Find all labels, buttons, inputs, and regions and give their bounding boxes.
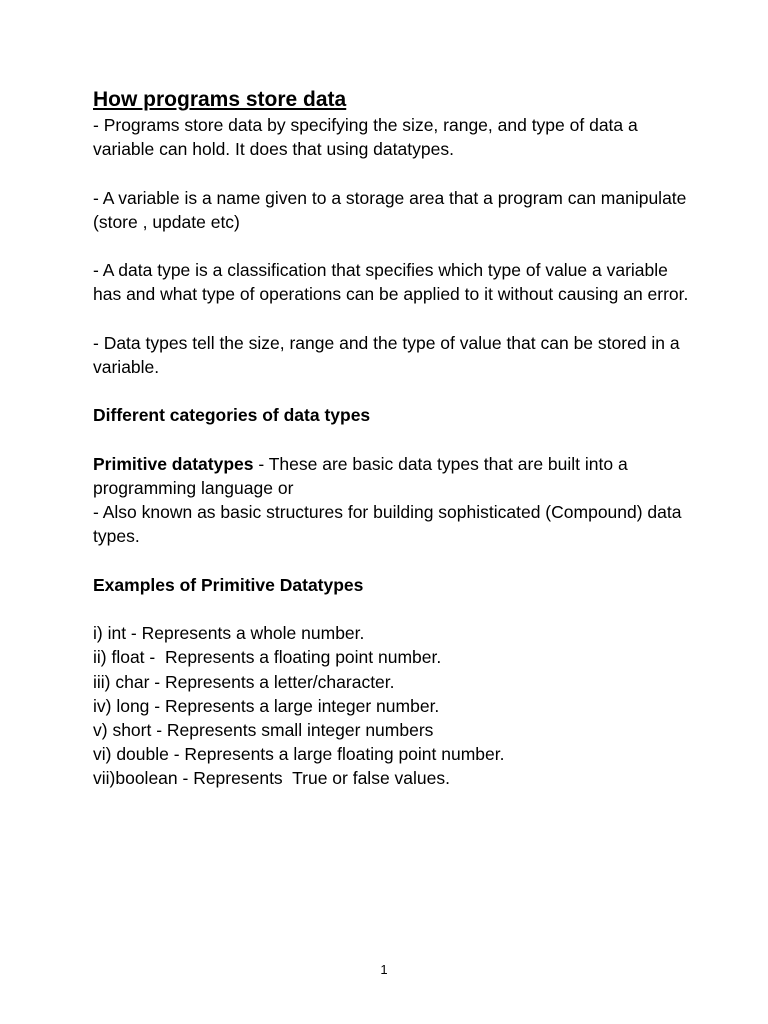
list-item-int: i) int - Represents a whole number.	[93, 623, 365, 644]
paragraph-primitive-note: - Also known as basic structures for building sophisticated (Compound) data types.	[93, 502, 682, 547]
examples-list	[93, 621, 693, 790]
paragraph-data-storage: - Programs store data by specifying the size, range, and type of data a variable can hold. It does that using datatypes.	[93, 115, 638, 160]
document-body	[93, 86, 693, 791]
page-number: 1	[380, 962, 388, 977]
paragraph-variable-definition: - A variable is a name given to a storage area that a program can manipulate (store , update etc)	[93, 187, 687, 232]
primitive-definition-text: - These are basic data types that are built into a programming language or	[93, 453, 628, 498]
section-heading-categories: Different categories of data types	[93, 405, 371, 426]
spacer	[93, 428, 693, 452]
section-heading-examples: Examples of Primitive Datatypes	[93, 574, 364, 595]
list-item-boolean: vii)boolean - Represents True or false values.	[93, 768, 450, 789]
spacer	[93, 597, 693, 621]
paragraph-data-type-purpose: - Data types tell the size, range and the type of value that can be stored in a variable.	[93, 332, 680, 377]
paragraph-primitive-definition	[93, 452, 693, 500]
page-title: How programs store data	[93, 88, 347, 111]
list-item-long: iv) long - Represents a large integer number.	[93, 695, 440, 716]
list-item-short: v) short - Represents small integer numbers	[93, 719, 434, 740]
spacer	[93, 549, 693, 573]
spacer	[93, 234, 693, 258]
list-item-char: iii) char - Represents a letter/character.	[93, 671, 395, 692]
spacer	[93, 307, 693, 331]
list-item-float: ii) float - Represents a floating point number.	[93, 647, 442, 668]
spacer	[93, 379, 693, 403]
list-item-double: vi) double - Represents a large floating point number.	[93, 744, 505, 765]
primitive-term: Primitive datatypes	[93, 453, 254, 474]
spacer	[93, 161, 693, 185]
paragraph-data-type-definition: - A data type is a classification that specifies which type of value a variable has and what type of operations can be applied to it without causing an error.	[93, 260, 689, 305]
